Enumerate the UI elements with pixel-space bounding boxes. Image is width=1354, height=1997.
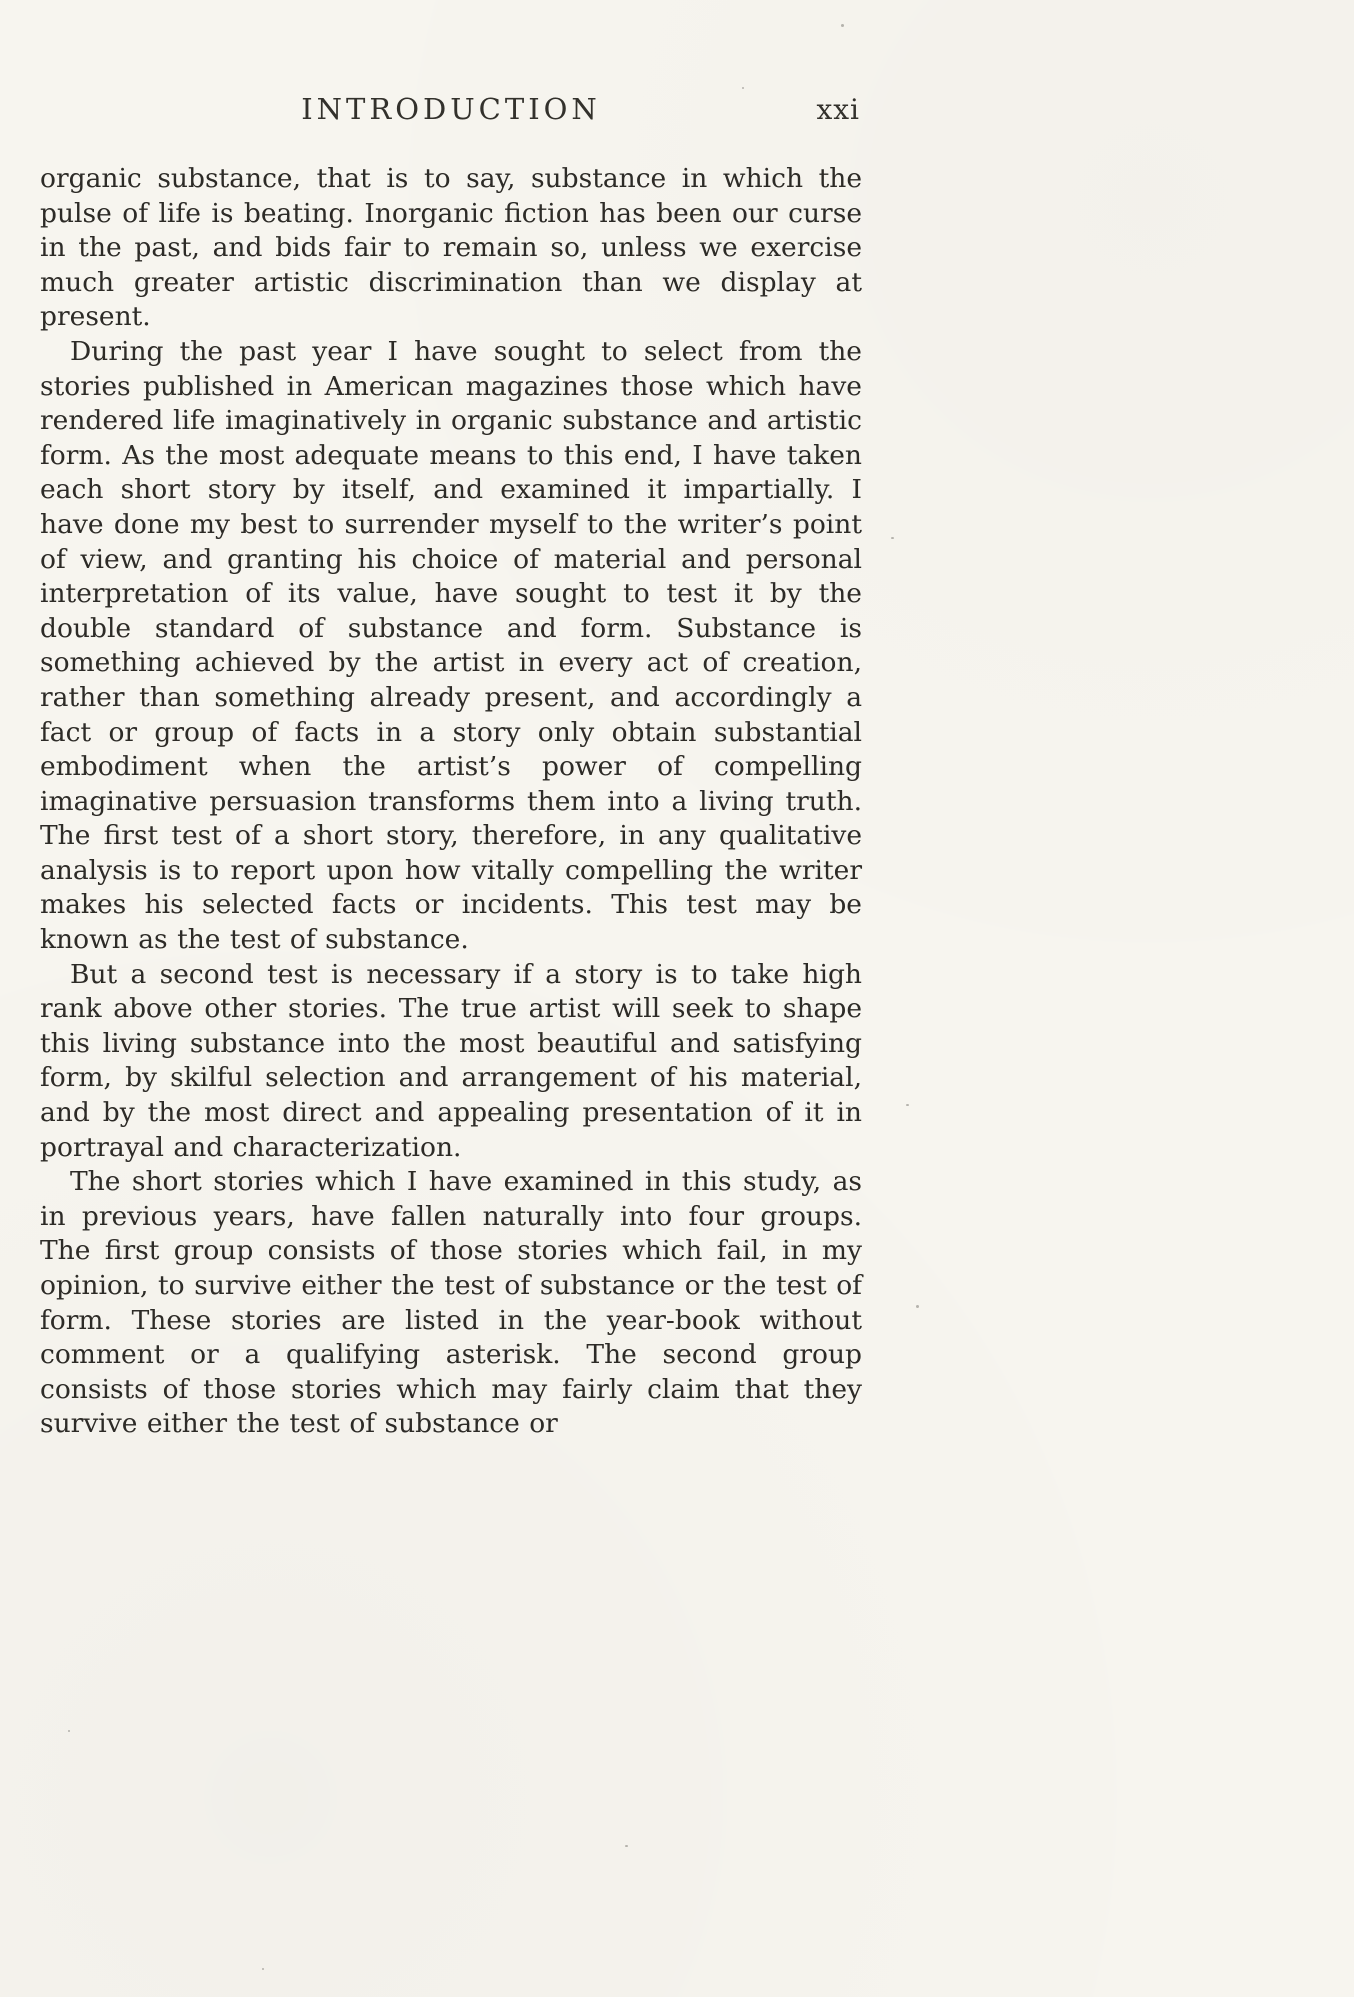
scan-speck [841, 24, 844, 27]
scan-speck [262, 1968, 264, 1970]
scan-speck [68, 1730, 70, 1732]
scan-speck [906, 1104, 909, 1106]
body-text [40, 162, 862, 1442]
scan-speck [742, 87, 744, 89]
paragraph: The short stories which I have examined in this study, as in previous years, have fallen naturally into four groups. The first group consists of those stories which fail, in my opinion, to survive either the test of substance or the test of form. These stories are listed in the year-book without comment or a qualifying asterisk. The second group consists of those stories which may fairly claim that they survive either the test of substance or [40, 1166, 862, 1440]
scan-speck [891, 537, 894, 539]
paragraph: During the past year I have sought to select from the stories published in American magazines those which have rendered life imaginatively in organic substance and artistic form. As the most adequate means to this end, I have taken each short story by itself, and examined it impartially. I have done my best to surrender myself to the writer’s point of view, and granting his choice of material and personal interpretation of its value, have sought to test it by the double standard of substance and form. Substance is something achieved by the artist in every act of creation, rather than something already present, and accordingly a fact or group of facts in a story only obtain substantial embodiment when the artist’s power of compelling imaginative persuasion transforms them into a living truth. The first test of a short story, therefore, in any qualitative analysis is to report upon how vitally compelling the writer makes his selected facts or incidents. This test may be known as the test of substance. [40, 335, 862, 956]
page-heading: INTRODUCTION [301, 92, 601, 126]
paragraph: But a second test is necessary if a story is to take high rank above other stories. The true artist will seek to shape this living substance into the most beautiful and satisfying form, by skilful selection and arrangement of his material, and by the most direct and appealing presentation of it in portrayal and characterization. [40, 958, 862, 1163]
scan-speck [625, 1845, 628, 1847]
page-header [40, 92, 862, 136]
text-block [40, 92, 862, 1442]
paragraph: organic substance, that is to say, substance in which the pulse of life is beating. Inorganic fiction has been our curse in the past, and bids fair to remain so, unless we exercise much greater artistic discrimination than we display at present. [40, 163, 862, 333]
scan-speck [916, 1305, 919, 1308]
page-number: xxi [816, 93, 860, 126]
